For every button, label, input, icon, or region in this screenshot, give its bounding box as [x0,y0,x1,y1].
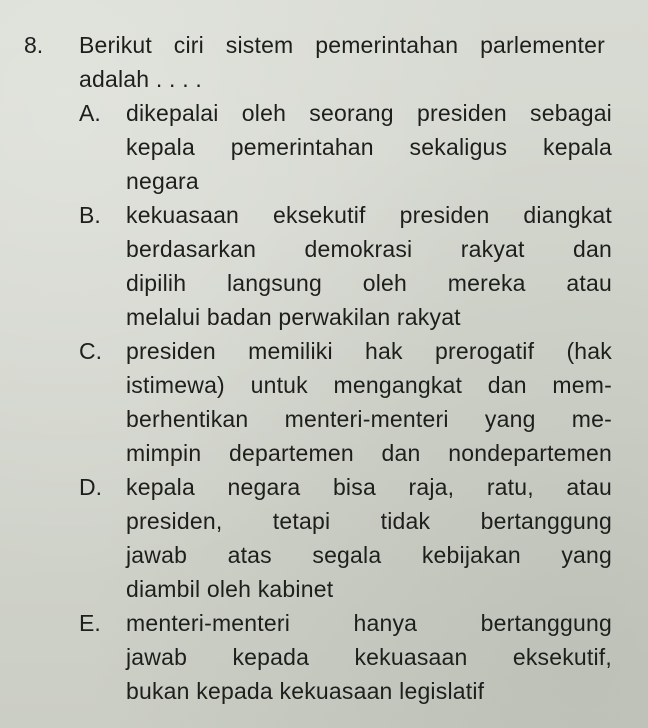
option-a-letter: A. [79,100,101,126]
option-e-line-3: bukan kepada kekuasaan legislatif [126,678,485,704]
question-number: 8. [24,32,44,58]
option-e-line-2: jawab kepada kekuasaan eksekutif, [126,644,612,670]
option-e-line-1: menteri-menteri hanya bertanggung [126,610,612,636]
option-c-line-2: istimewa) untuk mengangkat dan mem- [126,372,612,398]
option-c-line-4: mimpin departemen dan nondepartemen [126,440,612,466]
option-a-line-3: negara [126,168,199,194]
option-c-line-1: presiden memiliki hak prerogatif (hak [126,338,612,364]
option-c-letter: C. [79,338,102,364]
question-stem-line-1: Berikut ciri sistem pemerintahan parlementer [79,32,605,58]
option-b-line-3: dipilih langsung oleh mereka atau [126,270,612,296]
option-d-line-1: kepala negara bisa raja, ratu, atau [126,474,612,500]
option-a-line-1: dikepalai oleh seorang presiden sebagai [126,100,612,126]
option-d-line-3: jawab atas segala kebijakan yang [126,542,612,568]
option-e-letter: E. [79,610,101,636]
option-d-line-4: diambil oleh kabinet [126,576,334,602]
option-b-line-1: kekuasaan eksekutif presiden diangkat [126,202,612,228]
question-stem-line-2: adalah . . . . [79,66,202,92]
option-b-line-4: melalui badan perwakilan rakyat [126,304,461,330]
option-a-line-2: kepala pemerintahan sekaligus kepala [126,134,612,160]
option-c-line-3: berhentikan menteri-menteri yang me- [126,406,612,432]
option-b-letter: B. [79,202,101,228]
option-b-line-2: berdasarkan demokrasi rakyat dan [126,236,612,262]
option-d-line-2: presiden, tetapi tidak bertanggung [126,508,612,534]
option-d-letter: D. [79,474,102,500]
